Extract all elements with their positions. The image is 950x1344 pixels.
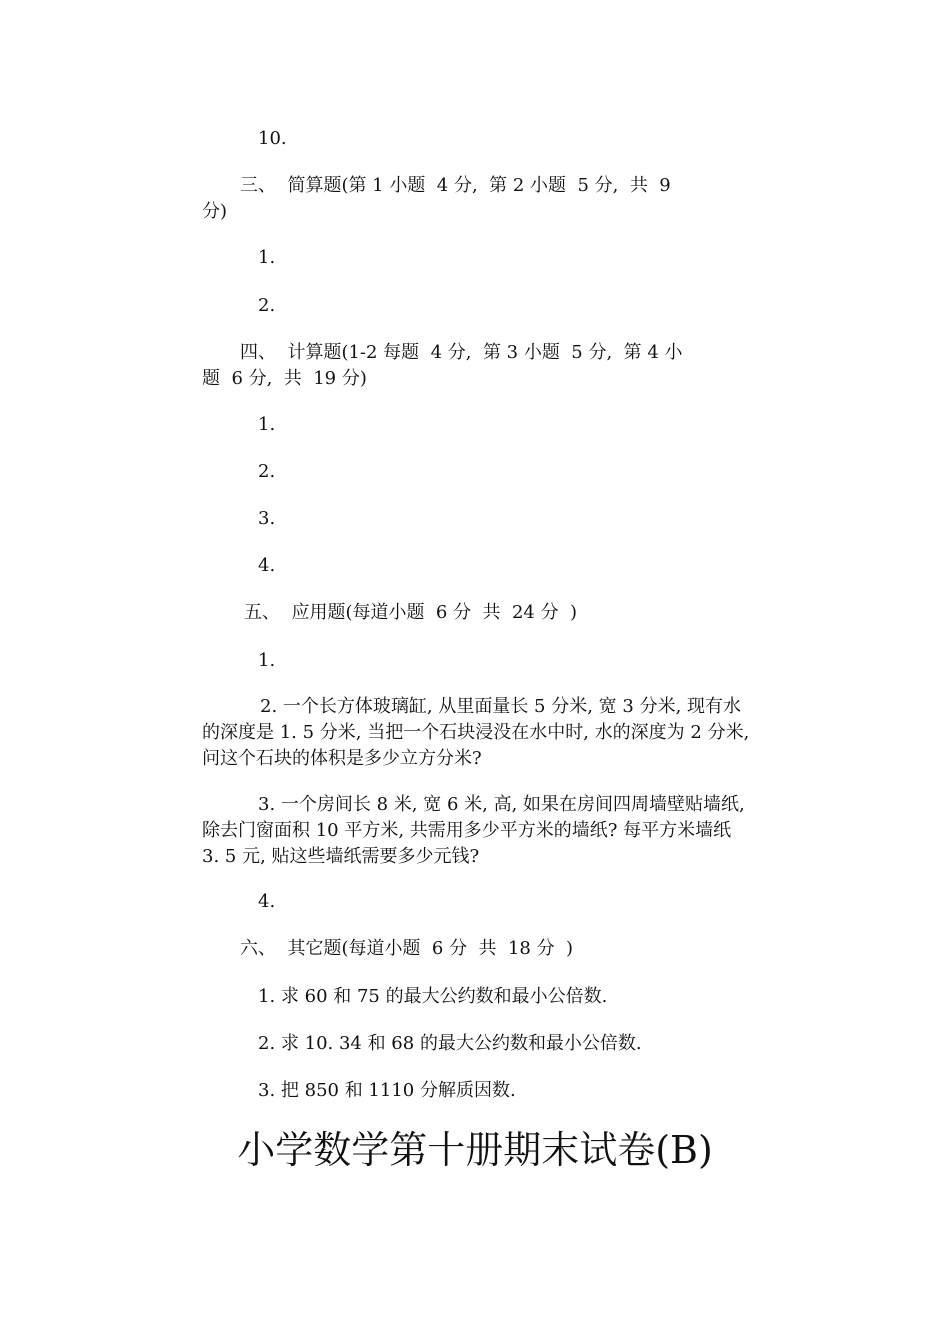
question-number: 4. xyxy=(258,555,276,576)
word-problem: 2. 一个长方体玻璃缸, 从里面量长 5 分米, 宽 3 分米, 现有水的深度是 1. 5 分米, 当把一个石块浸没在水中时, 水的深度为 2 分米, 问这个石块的体积是多少立方分米? xyxy=(202,696,750,769)
section-heading-continued: 题 6 分, 共 19 分) xyxy=(202,368,367,389)
section-heading: 六、 其它题(每道小题 6 分 共 18 分 ) xyxy=(240,938,574,959)
section-heading-continued: 分) xyxy=(202,201,228,222)
question-number: 1. xyxy=(258,414,276,435)
question-number: 10. xyxy=(258,128,287,149)
document-title: 小学数学第十册期末试卷(B) xyxy=(237,1128,713,1172)
section-heading: 四、 计算题(1-2 每题 4 分, 第 3 小题 5 分, 第 4 小 xyxy=(240,342,683,363)
question-number: 1. xyxy=(258,247,276,268)
question-number: 1. xyxy=(258,650,276,671)
question-number: 4. xyxy=(258,891,276,912)
section-heading: 三、 简算题(第 1 小题 4 分, 第 2 小题 5 分, 共 9 xyxy=(240,175,671,196)
question-number: 2. xyxy=(258,295,276,316)
question-item: 2. 求 10. 34 和 68 的最大公约数和最小公倍数. xyxy=(258,1033,642,1054)
section-heading: 五、 应用题(每道小题 6 分 共 24 分 ) xyxy=(244,602,578,623)
question-item: 3. 把 850 和 1110 分解质因数. xyxy=(258,1080,516,1101)
question-item: 1. 求 60 和 75 的最大公约数和最小公倍数. xyxy=(258,986,608,1007)
question-number: 3. xyxy=(258,508,276,529)
word-problem: 3. 一个房间长 8 米, 宽 6 米, 高, 如果在房间四周墙壁贴墙纸, 除去门窗面积 10 平方米, 共需用多少平方米的墙纸? 每平方米墙纸 3. 5 元, 贴这些墙纸需要多少元钱? xyxy=(202,794,745,867)
question-number: 2. xyxy=(258,461,276,482)
